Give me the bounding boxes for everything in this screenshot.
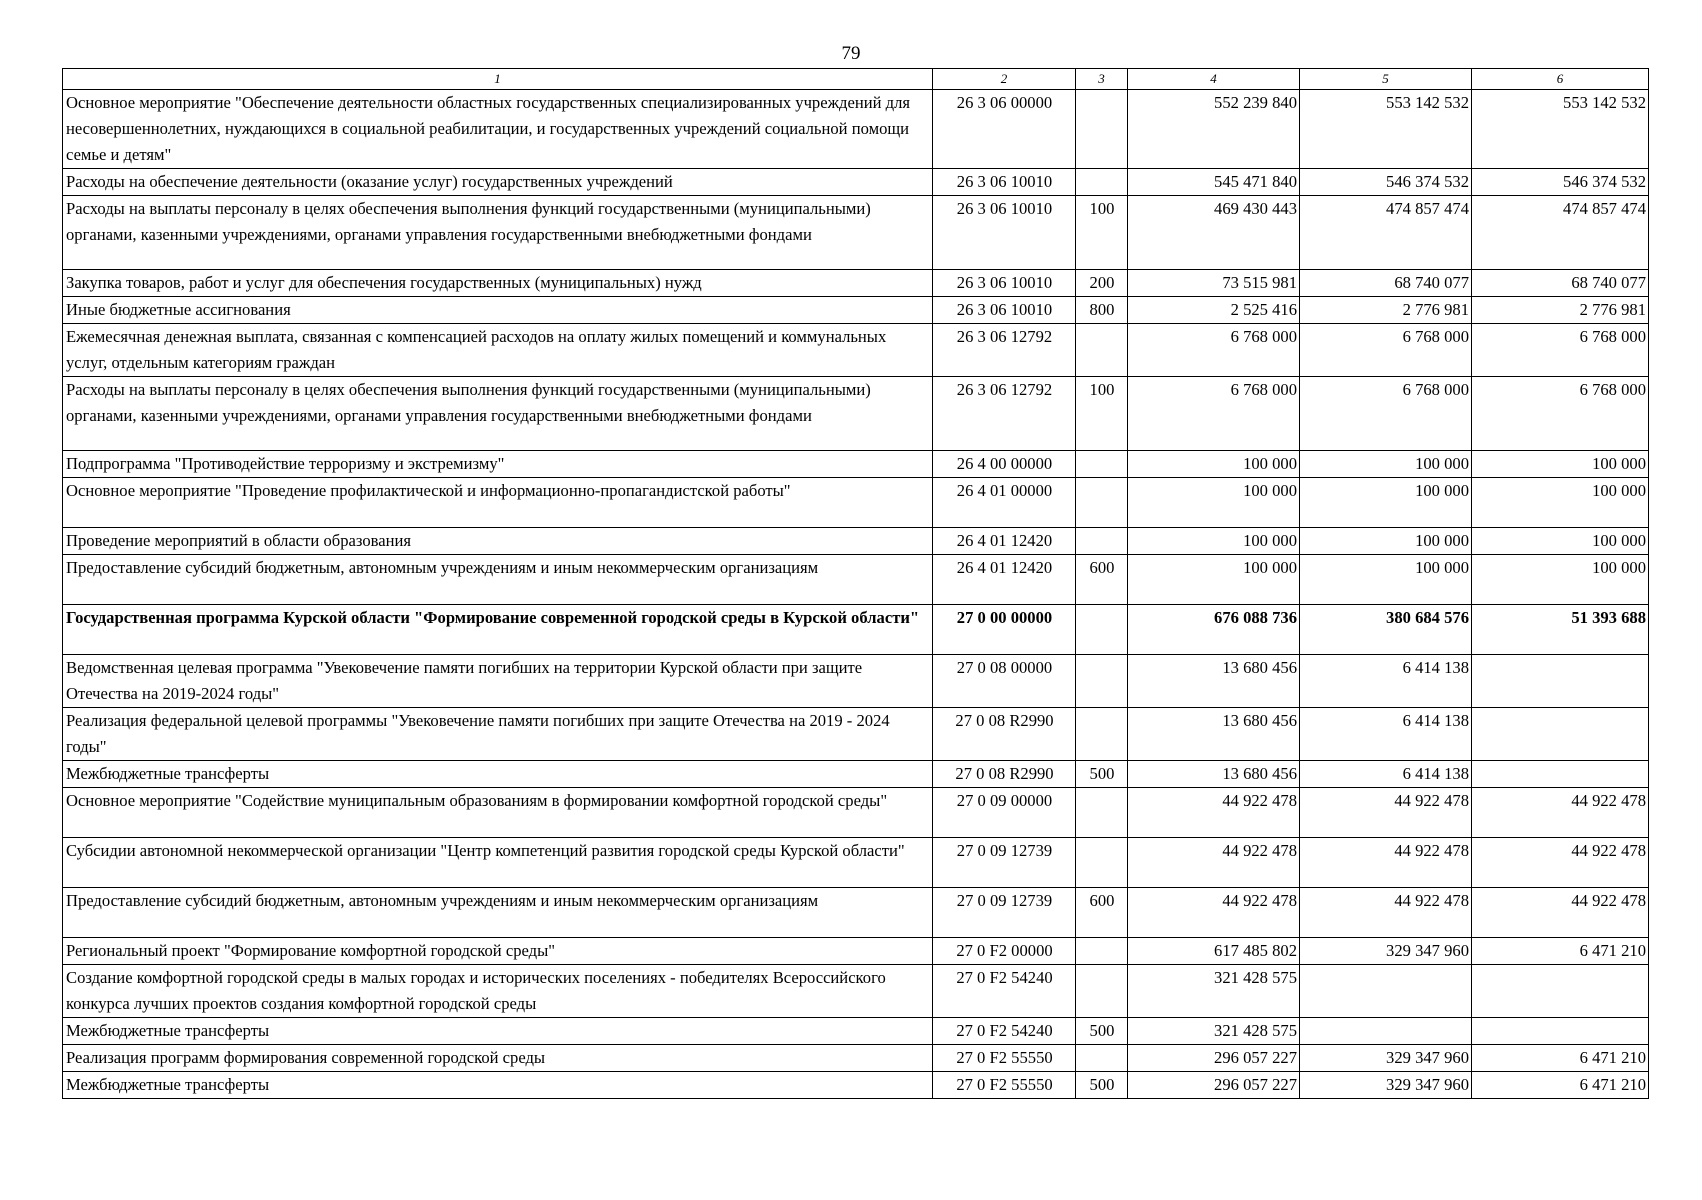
row-name: Государственная программа Курской области "Формирование современной городской среды в Курской области": [63, 605, 933, 655]
row-value-4: 296 057 227: [1128, 1045, 1300, 1072]
row-value-5: 6 414 138: [1300, 708, 1472, 761]
row-name: Расходы на выплаты персоналу в целях обеспечения выполнения функций государственными (муниципальными) органами, казенными учреждениями, органами управления государственными внебюджетными фондами: [63, 196, 933, 270]
row-code: 27 0 00 00000: [933, 605, 1076, 655]
row-code: 27 0 09 12739: [933, 838, 1076, 888]
row-code: 26 4 01 00000: [933, 478, 1076, 528]
table-row: [63, 888, 1649, 938]
row-value-6: [1472, 761, 1649, 788]
row-value-4: 44 922 478: [1128, 838, 1300, 888]
row-value-6: 2 776 981: [1472, 297, 1649, 324]
row-name: Проведение мероприятий в области образования: [63, 528, 933, 555]
row-name: Реализация программ формирования современной городской среды: [63, 1045, 933, 1072]
row-expense-type: 600: [1076, 888, 1128, 938]
row-value-5: 6 768 000: [1300, 377, 1472, 451]
row-value-4: 13 680 456: [1128, 655, 1300, 708]
table-row: [63, 478, 1649, 528]
row-value-4: 73 515 981: [1128, 270, 1300, 297]
row-expense-type: [1076, 965, 1128, 1018]
table-row: [63, 655, 1649, 708]
row-expense-type: 500: [1076, 1072, 1128, 1099]
row-code: 26 3 06 10010: [933, 270, 1076, 297]
row-code: 27 0 08 R2990: [933, 708, 1076, 761]
row-name: Подпрограмма "Противодействие терроризму и экстремизму": [63, 451, 933, 478]
row-value-5: 2 776 981: [1300, 297, 1472, 324]
row-code: 27 0 F2 54240: [933, 965, 1076, 1018]
row-code: 26 4 00 00000: [933, 451, 1076, 478]
table-row: [63, 838, 1649, 888]
table-row: [63, 377, 1649, 451]
row-value-5: 474 857 474: [1300, 196, 1472, 270]
row-value-5: 44 922 478: [1300, 838, 1472, 888]
row-value-4: 321 428 575: [1128, 1018, 1300, 1045]
row-value-5: 380 684 576: [1300, 605, 1472, 655]
row-expense-type: [1076, 1045, 1128, 1072]
row-value-5: [1300, 1018, 1472, 1045]
row-expense-type: [1076, 90, 1128, 169]
row-value-5: 329 347 960: [1300, 1072, 1472, 1099]
table-row: [63, 965, 1649, 1018]
row-value-5: 6 414 138: [1300, 655, 1472, 708]
row-value-6: 100 000: [1472, 528, 1649, 555]
row-name: Основное мероприятие "Проведение профилактической и информационно-пропагандистской работы": [63, 478, 933, 528]
table-row: [63, 555, 1649, 605]
row-name: Межбюджетные трансферты: [63, 1072, 933, 1099]
row-code: 27 0 F2 54240: [933, 1018, 1076, 1045]
row-name: Ежемесячная денежная выплата, связанная с компенсацией расходов на оплату жилых помещений и коммунальных услуг, отдельным категориям граждан: [63, 324, 933, 377]
row-value-5: 100 000: [1300, 528, 1472, 555]
column-header-2: 2: [933, 69, 1076, 90]
row-value-4: 676 088 736: [1128, 605, 1300, 655]
row-value-5: 6 768 000: [1300, 324, 1472, 377]
row-code: 27 0 F2 55550: [933, 1045, 1076, 1072]
row-expense-type: [1076, 478, 1128, 528]
row-name: Создание комфортной городской среды в малых городах и исторических поселениях - победителях Всероссийского конкурса лучших проектов создания комфортной городской среды: [63, 965, 933, 1018]
row-value-4: 545 471 840: [1128, 169, 1300, 196]
row-value-6: [1472, 965, 1649, 1018]
row-value-6: 546 374 532: [1472, 169, 1649, 196]
row-value-6: 6 768 000: [1472, 324, 1649, 377]
row-value-6: 474 857 474: [1472, 196, 1649, 270]
row-value-6: 6 471 210: [1472, 1045, 1649, 1072]
page-number: 79: [841, 43, 861, 64]
table-row: [63, 528, 1649, 555]
row-value-4: 44 922 478: [1128, 788, 1300, 838]
row-value-5: 6 414 138: [1300, 761, 1472, 788]
budget-table: [62, 68, 1649, 1099]
table-row: [63, 938, 1649, 965]
row-value-6: 44 922 478: [1472, 788, 1649, 838]
row-code: 26 4 01 12420: [933, 555, 1076, 605]
row-value-4: 44 922 478: [1128, 888, 1300, 938]
row-name: Межбюджетные трансферты: [63, 1018, 933, 1045]
row-expense-type: [1076, 324, 1128, 377]
row-value-4: 296 057 227: [1128, 1072, 1300, 1099]
row-expense-type: [1076, 655, 1128, 708]
column-header-4: 4: [1128, 69, 1300, 90]
row-name: Иные бюджетные ассигнования: [63, 297, 933, 324]
row-value-6: [1472, 655, 1649, 708]
row-value-6: 68 740 077: [1472, 270, 1649, 297]
row-value-4: 100 000: [1128, 478, 1300, 528]
row-code: 26 4 01 12420: [933, 528, 1076, 555]
column-header-3: 3: [1076, 69, 1128, 90]
table-row: [63, 1045, 1649, 1072]
table-row: [63, 451, 1649, 478]
row-expense-type: 500: [1076, 1018, 1128, 1045]
row-value-4: 13 680 456: [1128, 708, 1300, 761]
row-value-5: 44 922 478: [1300, 788, 1472, 838]
row-value-6: 100 000: [1472, 478, 1649, 528]
table-row: [63, 1072, 1649, 1099]
row-expense-type: 800: [1076, 297, 1128, 324]
column-header-6: 6: [1472, 69, 1649, 90]
header-row: [63, 69, 1649, 90]
column-header-1: 1: [63, 69, 933, 90]
table-row: [63, 169, 1649, 196]
row-value-4: 100 000: [1128, 528, 1300, 555]
row-expense-type: 200: [1076, 270, 1128, 297]
row-expense-type: 100: [1076, 377, 1128, 451]
row-expense-type: [1076, 788, 1128, 838]
table-row: [63, 196, 1649, 270]
row-value-6: 51 393 688: [1472, 605, 1649, 655]
row-expense-type: [1076, 838, 1128, 888]
row-expense-type: [1076, 451, 1128, 478]
table-row: [63, 708, 1649, 761]
row-code: 27 0 F2 55550: [933, 1072, 1076, 1099]
row-name: Основное мероприятие "Обеспечение деятельности областных государственных специализированных учреждений для несовершеннолетних, нуждающихся в социальной реабилитации, и государственных учреждений социальной помощи семье и детям": [63, 90, 933, 169]
row-value-6: 6 768 000: [1472, 377, 1649, 451]
row-code: 26 3 06 10010: [933, 196, 1076, 270]
row-name: Расходы на выплаты персоналу в целях обеспечения выполнения функций государственными (муниципальными) органами, казенными учреждениями, органами управления государственными внебюджетными фондами: [63, 377, 933, 451]
row-value-6: [1472, 1018, 1649, 1045]
row-expense-type: 500: [1076, 761, 1128, 788]
row-value-5: 100 000: [1300, 478, 1472, 528]
row-value-6: 44 922 478: [1472, 888, 1649, 938]
row-name: Субсидии автономной некоммерческой организации "Центр компетенций развития городской среды Курской области": [63, 838, 933, 888]
row-value-5: [1300, 965, 1472, 1018]
row-expense-type: [1076, 528, 1128, 555]
row-value-5: 553 142 532: [1300, 90, 1472, 169]
row-name: Основное мероприятие "Содействие муниципальным образованиям в формировании комфортной городской среды": [63, 788, 933, 838]
row-name: Реализация федеральной целевой программы "Увековечение памяти погибших при защите Отечества на 2019 - 2024 годы": [63, 708, 933, 761]
row-value-4: 469 430 443: [1128, 196, 1300, 270]
row-expense-type: [1076, 938, 1128, 965]
row-code: 26 3 06 12792: [933, 324, 1076, 377]
table-row: [63, 324, 1649, 377]
row-value-4: 100 000: [1128, 555, 1300, 605]
row-value-6: 100 000: [1472, 555, 1649, 605]
row-code: 27 0 09 12739: [933, 888, 1076, 938]
row-expense-type: [1076, 708, 1128, 761]
row-code: 26 3 06 00000: [933, 90, 1076, 169]
row-value-4: 6 768 000: [1128, 377, 1300, 451]
row-name: Расходы на обеспечение деятельности (оказание услуг) государственных учреждений: [63, 169, 933, 196]
row-value-5: 100 000: [1300, 451, 1472, 478]
row-code: 26 3 06 12792: [933, 377, 1076, 451]
row-value-6: 553 142 532: [1472, 90, 1649, 169]
row-value-4: 321 428 575: [1128, 965, 1300, 1018]
column-header-5: 5: [1300, 69, 1472, 90]
row-value-4: 6 768 000: [1128, 324, 1300, 377]
row-value-4: 100 000: [1128, 451, 1300, 478]
row-value-4: 617 485 802: [1128, 938, 1300, 965]
row-value-6: 6 471 210: [1472, 1072, 1649, 1099]
row-code: 26 3 06 10010: [933, 297, 1076, 324]
table-row: [63, 761, 1649, 788]
row-value-5: 100 000: [1300, 555, 1472, 605]
row-value-6: 100 000: [1472, 451, 1649, 478]
row-value-4: 2 525 416: [1128, 297, 1300, 324]
row-value-6: 44 922 478: [1472, 838, 1649, 888]
row-code: 27 0 08 00000: [933, 655, 1076, 708]
table-row: [63, 605, 1649, 655]
table-row: [63, 1018, 1649, 1045]
row-value-5: 68 740 077: [1300, 270, 1472, 297]
table-row: [63, 297, 1649, 324]
row-name: Предоставление субсидий бюджетным, автономным учреждениям и иным некоммерческим организациям: [63, 888, 933, 938]
row-expense-type: 600: [1076, 555, 1128, 605]
row-code: 27 0 F2 00000: [933, 938, 1076, 965]
row-value-5: 329 347 960: [1300, 1045, 1472, 1072]
row-code: 27 0 09 00000: [933, 788, 1076, 838]
row-value-5: 44 922 478: [1300, 888, 1472, 938]
row-value-4: 552 239 840: [1128, 90, 1300, 169]
row-value-6: [1472, 708, 1649, 761]
row-code: 27 0 08 R2990: [933, 761, 1076, 788]
table-row: [63, 90, 1649, 169]
table-row: [63, 270, 1649, 297]
row-expense-type: [1076, 169, 1128, 196]
row-code: 26 3 06 10010: [933, 169, 1076, 196]
row-name: Закупка товаров, работ и услуг для обеспечения государственных (муниципальных) нужд: [63, 270, 933, 297]
row-expense-type: [1076, 605, 1128, 655]
row-value-6: 6 471 210: [1472, 938, 1649, 965]
row-name: Предоставление субсидий бюджетным, автономным учреждениям и иным некоммерческим организациям: [63, 555, 933, 605]
row-value-5: 329 347 960: [1300, 938, 1472, 965]
table-row: [63, 788, 1649, 838]
row-expense-type: 100: [1076, 196, 1128, 270]
row-name: Ведомственная целевая программа "Увековечение памяти погибших на территории Курской области при защите Отечества на 2019-2024 годы": [63, 655, 933, 708]
row-name: Региональный проект "Формирование комфортной городской среды": [63, 938, 933, 965]
row-value-5: 546 374 532: [1300, 169, 1472, 196]
row-name: Межбюджетные трансферты: [63, 761, 933, 788]
row-value-4: 13 680 456: [1128, 761, 1300, 788]
